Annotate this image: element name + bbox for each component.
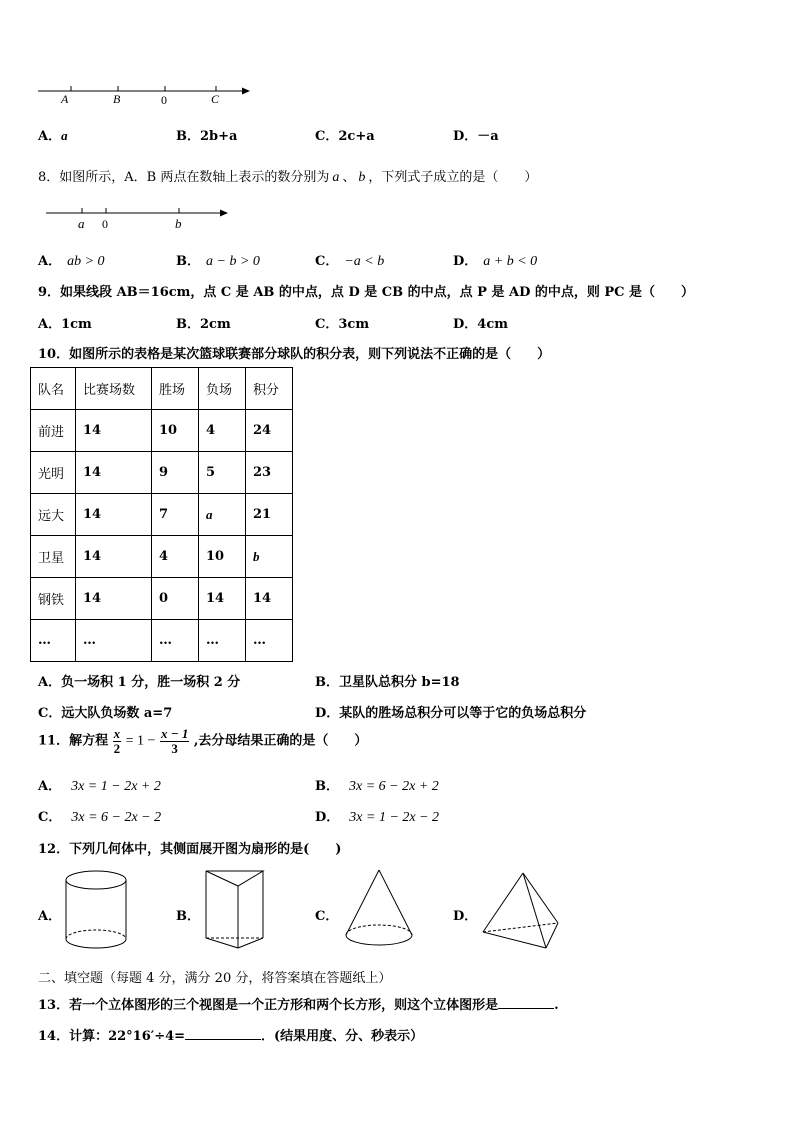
q8-option-b[interactable] xyxy=(176,250,260,270)
table-row xyxy=(31,452,293,494)
option-text: 负一场积 1 分，胜一场积 2 分 xyxy=(61,675,241,690)
option-letter: C． xyxy=(315,317,339,332)
option-text: 卫星队总积分 b=18 xyxy=(339,675,460,690)
table-cell: 14 xyxy=(76,536,152,578)
header-cell: 队名 xyxy=(31,368,76,410)
q13-answer-blank[interactable] xyxy=(498,996,554,1009)
triangular-prism-icon xyxy=(203,868,273,954)
option-text: ab > 0 xyxy=(67,254,105,269)
option-letter: C． xyxy=(38,810,62,825)
q12-option-c[interactable] xyxy=(315,905,338,924)
q7-axis-label-b: B xyxy=(113,92,121,106)
option-letter: A． xyxy=(38,675,62,690)
table-row xyxy=(31,536,293,578)
q8-sep: 、 xyxy=(342,170,356,185)
q7-axis-label-a: A xyxy=(61,92,69,106)
q9-option-a[interactable] xyxy=(38,313,92,332)
option-text: a xyxy=(61,128,68,143)
q10-option-b[interactable] xyxy=(315,671,460,690)
q10-option-c[interactable] xyxy=(38,702,172,721)
option-text: 某队的胜场总积分可以等于它的负场总积分 xyxy=(339,706,587,721)
q9-stem: 9．如果线段 AB＝16cm，点 C 是 AB 的中点，点 D 是 CB 的中点，点 P 是 AD 的中点，则 PC 是（ ） xyxy=(38,285,695,300)
table-cell: … xyxy=(76,620,152,662)
header-cell: 积分 xyxy=(246,368,293,410)
q9-option-c[interactable] xyxy=(315,313,369,332)
option-text: 2c+a xyxy=(338,129,375,144)
section-2-title: 二、填空题（每题 4 分，满分 20 分，将答案填在答题纸上） xyxy=(38,971,392,986)
table-cell: 卫星 xyxy=(31,536,76,578)
q11-option-c[interactable] xyxy=(38,806,161,826)
fraction-denominator: 2 xyxy=(113,741,121,756)
table-cell: … xyxy=(199,620,246,662)
table-cell: 10 xyxy=(199,536,246,578)
q7-axis-label-zero: 0 xyxy=(161,93,167,107)
option-text: －a xyxy=(477,129,499,144)
q8-option-a[interactable] xyxy=(38,250,105,270)
q8-stem-post: ，下列式子成立的是（ ） xyxy=(368,170,538,185)
table-cell: 4 xyxy=(152,536,199,578)
option-letter: B． xyxy=(315,779,339,794)
table-row xyxy=(31,410,293,452)
option-text: 1cm xyxy=(61,317,92,332)
q11-option-b[interactable] xyxy=(315,775,439,795)
q11-mid: = 1 − xyxy=(125,733,156,749)
q11-option-d[interactable] xyxy=(315,806,439,826)
table-cell: 21 xyxy=(246,494,293,536)
table-cell: b xyxy=(246,536,293,578)
option-letter: A． xyxy=(38,909,62,924)
option-text: 3x = 1 − 2x + 2 xyxy=(71,779,161,794)
option-letter: A． xyxy=(38,317,62,332)
q14-stem-end: ．(结果用度、分、秒表示） xyxy=(261,1029,424,1044)
table-cell: 前进 xyxy=(31,410,76,452)
q7-axis-label-c: C xyxy=(211,92,220,106)
q10-option-a[interactable] xyxy=(38,671,240,690)
table-cell: 9 xyxy=(152,452,199,494)
q8-axis-label-zero: 0 xyxy=(102,217,108,231)
fraction-denominator: 3 xyxy=(171,741,178,756)
table-cell: 14 xyxy=(76,494,152,536)
option-letter: B． xyxy=(176,909,200,924)
table-cell: 4 xyxy=(199,410,246,452)
table-cell: … xyxy=(246,620,293,662)
option-text: 远大队负场数 a=7 xyxy=(61,706,173,721)
option-letter: C． xyxy=(315,254,339,269)
q8-option-c[interactable] xyxy=(315,250,384,270)
option-letter: C． xyxy=(315,909,339,924)
table-header-row xyxy=(31,368,293,410)
table-cell: 23 xyxy=(246,452,293,494)
option-letter: B． xyxy=(176,129,200,144)
q11-fraction-1 xyxy=(113,727,122,756)
option-text: 3x = 6 − 2x − 2 xyxy=(71,810,162,825)
table-cell: 14 xyxy=(76,452,152,494)
option-letter: B． xyxy=(176,254,200,269)
q14-answer-blank[interactable] xyxy=(185,1027,261,1040)
option-letter: D． xyxy=(315,810,340,825)
q10-option-d[interactable] xyxy=(315,702,586,721)
table-cell: 光明 xyxy=(31,452,76,494)
table-row xyxy=(31,494,293,536)
table-row xyxy=(31,578,293,620)
table-cell: 10 xyxy=(152,410,199,452)
table-cell: a xyxy=(199,494,246,536)
option-text: a − b > 0 xyxy=(206,254,260,269)
option-text: 4cm xyxy=(477,317,508,332)
q10-stem: 10．如图所示的表格是某次篮球联赛部分球队的积分表，则下列说法不正确的是（ ） xyxy=(38,347,551,362)
q8-number-line xyxy=(0,0,794,240)
q11-stem-pre: 11．解方程 xyxy=(38,733,109,749)
table-cell: … xyxy=(31,620,76,662)
option-text: 2cm xyxy=(200,317,231,332)
score-table xyxy=(30,367,293,662)
q11-fraction-2 xyxy=(160,727,189,756)
option-letter: D． xyxy=(453,317,478,332)
fraction-numerator: x − 1 xyxy=(160,726,189,741)
q14-stem xyxy=(38,1025,423,1044)
q14-stem-text: 14．计算：22°16′÷4= xyxy=(38,1029,186,1044)
table-cell: 14 xyxy=(76,578,152,620)
option-letter: C． xyxy=(315,129,339,144)
option-text: a + b < 0 xyxy=(483,254,538,269)
table-row xyxy=(31,620,293,662)
tetrahedron-icon xyxy=(478,868,564,954)
header-cell: 胜场 xyxy=(152,368,199,410)
option-letter: D． xyxy=(453,909,478,924)
option-letter: C． xyxy=(38,706,62,721)
option-letter: B． xyxy=(315,675,339,690)
table-cell: 7 xyxy=(152,494,199,536)
table-cell: 钢铁 xyxy=(31,578,76,620)
option-letter: D． xyxy=(453,254,478,269)
q8-option-d[interactable] xyxy=(453,250,537,270)
q8-var-b: b xyxy=(358,170,366,185)
option-text: 3cm xyxy=(338,317,370,332)
header-cell: 比赛场数 xyxy=(76,368,152,410)
cone-icon xyxy=(340,866,418,956)
q12-option-d[interactable] xyxy=(453,905,477,924)
q8-axis-label-a: a xyxy=(78,216,85,231)
q13-stem xyxy=(38,994,559,1013)
q12-option-b[interactable] xyxy=(176,905,200,924)
q8-stem-pre: 8．如图所示，A．B 两点在数轴上表示的数分别为 xyxy=(38,170,330,185)
table-cell: 5 xyxy=(199,452,246,494)
option-letter: D． xyxy=(315,706,340,721)
table-cell: … xyxy=(152,620,199,662)
q9-option-b[interactable] xyxy=(176,313,231,332)
option-text: 3x = 6 − 2x + 2 xyxy=(349,779,439,794)
q9-option-d[interactable] xyxy=(453,313,508,332)
option-letter: A． xyxy=(38,779,62,794)
q12-option-a[interactable] xyxy=(38,905,61,924)
q11-option-a[interactable] xyxy=(38,775,161,795)
table-cell: 远大 xyxy=(31,494,76,536)
q13-stem-text: 13．若一个立体图形的三个视图是一个正方形和两个长方形，则这个立体图形是 xyxy=(38,998,499,1013)
q12-stem: 12．下列几何体中，其侧面展开图为扇形的是( ) xyxy=(38,842,342,857)
q11-stem xyxy=(38,727,367,756)
header-cell: 负场 xyxy=(199,368,246,410)
option-text: −a < b xyxy=(344,254,385,269)
option-letter: B． xyxy=(176,317,200,332)
cylinder-icon xyxy=(62,868,134,954)
table-cell: 14 xyxy=(199,578,246,620)
option-text: 3x = 1 − 2x − 2 xyxy=(349,810,440,825)
table-cell: 14 xyxy=(246,578,293,620)
option-letter: A． xyxy=(38,129,62,144)
option-letter: D． xyxy=(453,129,478,144)
q8-axis-label-b: b xyxy=(175,216,182,231)
q8-var-a: a xyxy=(332,170,340,185)
table-cell: 0 xyxy=(152,578,199,620)
q11-stem-post: ,去分母结果正确的是（ ） xyxy=(193,733,368,749)
table-cell: 24 xyxy=(246,410,293,452)
option-text: 2b+a xyxy=(200,129,238,144)
q13-stem-end: . xyxy=(554,998,559,1013)
option-letter: A． xyxy=(38,254,62,269)
table-cell: 14 xyxy=(76,410,152,452)
fraction-numerator: x xyxy=(113,726,121,741)
